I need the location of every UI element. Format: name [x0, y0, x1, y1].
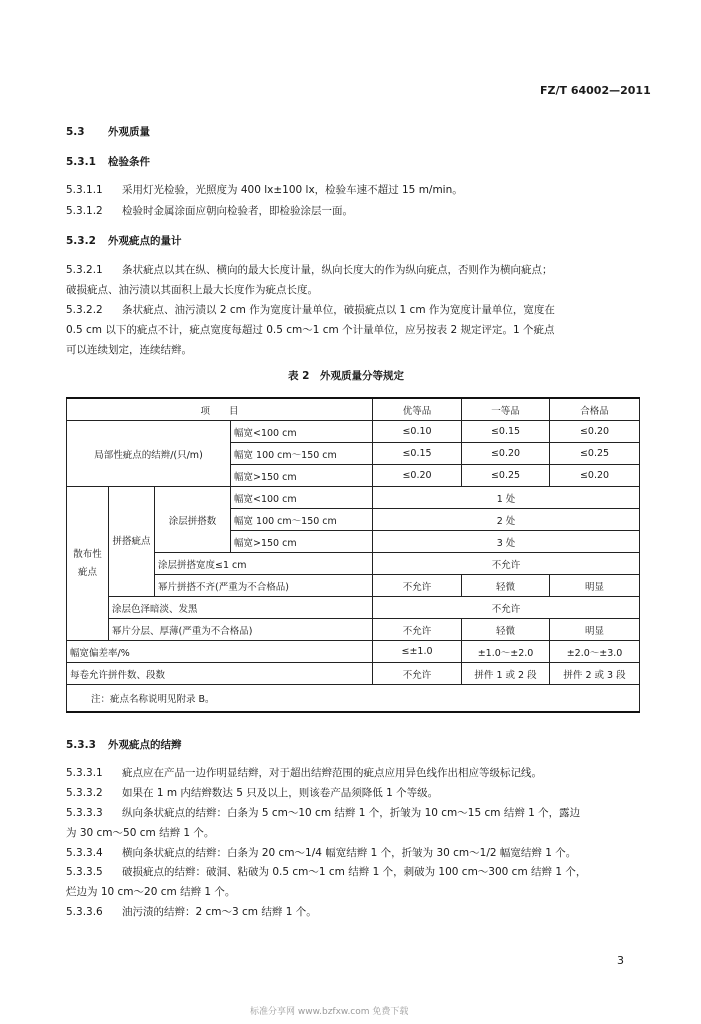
grade-cell: 拼件 1 或 2 段: [462, 663, 550, 685]
section-5-3-1: [66, 154, 150, 169]
grade-cell: 轻微: [462, 575, 550, 597]
grade-cell: 不允许: [373, 575, 462, 597]
clause-number: 5.3.1.2: [66, 205, 103, 217]
clause-number: 5.3.1.1: [66, 184, 103, 196]
layer-defect-label: 幂片分层、厚薄(严重为不合格品): [109, 619, 373, 641]
clause-5-3-2-1: [66, 260, 553, 280]
grade-cell: 轻微: [462, 619, 550, 641]
clause-number: 5.3.3.3: [66, 807, 103, 819]
clause-number: 5.3.3.5: [66, 866, 103, 878]
width-deviation-label: 幅宽偏差率/%: [67, 641, 373, 663]
grade-cell: ≤0.20: [373, 465, 462, 487]
grade-cell: ≤0.20: [550, 421, 640, 443]
grade-cell: 拼件 2 或 3 段: [550, 663, 640, 685]
seam-count-value: 2 处: [373, 509, 640, 531]
seam-count-label: 涂层拼搭数: [155, 487, 231, 553]
header-grade-3: 合格品: [550, 398, 640, 421]
seam-count-value: 3 处: [373, 531, 640, 553]
clause-5-3-3-1: [66, 763, 542, 783]
page-number: 3: [617, 954, 624, 967]
header-grade-1: 优等品: [373, 398, 462, 421]
misalign-label: 幂片拼搭不齐(严重为不合格品): [155, 575, 373, 597]
clause-5-3-3-3: [66, 803, 580, 823]
spread-defect-label: 散布性疵点: [67, 487, 109, 641]
clause-5-3-1-1: [66, 180, 463, 200]
header-item: 项 目: [67, 398, 373, 421]
clause-5-3-3-2: [66, 783, 438, 803]
color-defect-value: 不允许: [373, 597, 640, 619]
clause-5-3-3-5: [66, 862, 586, 882]
local-defect-label: 局部性疵点的结辫/(只/m): [67, 421, 231, 487]
seam-width-value: 不允许: [373, 553, 640, 575]
clause-5-3-1-2: [66, 201, 353, 221]
table-note-row: [67, 685, 640, 713]
grade-cell: ≤0.25: [550, 443, 640, 465]
clause-5-3-3-4: [66, 843, 576, 863]
table-row: [67, 619, 640, 641]
width-cell: 幅宽 100 cm～150 cm: [231, 509, 373, 531]
width-cell: 幅宽 100 cm～150 cm: [231, 443, 373, 465]
grade-cell: ≤±1.0: [373, 641, 462, 663]
section-title: 外观疵点的量计: [108, 235, 182, 247]
section-5-3-3: [66, 737, 182, 752]
color-defect-label: 涂层色泽暗淡、发黑: [109, 597, 373, 619]
width-cell: 幅宽<100 cm: [231, 421, 373, 443]
clause-number: 5.3.3.2: [66, 787, 103, 799]
table-row: [67, 487, 640, 509]
clause-number: 5.3.3.4: [66, 847, 103, 859]
grade-cell: ≤0.20: [550, 465, 640, 487]
table-note: 注：疵点名称说明见附录 B。: [67, 685, 640, 713]
grade-cell: ≤0.25: [462, 465, 550, 487]
section-title: 外观质量: [108, 126, 150, 138]
table-row: [67, 597, 640, 619]
clause-text: 破损疵点的结辫：破洞、粘破为 0.5 cm～1 cm 结辫 1 个，刺破为 100 cm～300 cm 结辫 1 个，: [122, 866, 587, 878]
grade-cell: ±2.0～±3.0: [550, 641, 640, 663]
section-number: 5.3.2: [66, 235, 96, 247]
clause-5-3-3-5-cont: 烂边为 10 cm～20 cm 结辫 1 个。: [66, 886, 236, 898]
grade-cell: ≤0.20: [462, 443, 550, 465]
grade-cell: 明显: [550, 619, 640, 641]
seam-defect-label: 拼搭疵点: [109, 487, 155, 597]
quality-grade-table: [66, 397, 640, 713]
grade-cell: ≤0.15: [373, 443, 462, 465]
section-5-3-2: [66, 233, 182, 248]
clause-5-3-2-2-cont: 0.5 cm 以下的疵点不计，疵点宽度每超过 0.5 cm～1 cm 个计量单位，应另按表 2 规定评定。1 个疵点: [66, 324, 555, 336]
clause-text: 横向条状疵点的结辫：白条为 20 cm～1/4 幅宽结辫 1 个，折皱为 30 cm～1/2 幅宽结辫 1 个。: [122, 847, 577, 859]
section-5-3: [66, 124, 150, 139]
width-cell: 幅宽<100 cm: [231, 487, 373, 509]
clause-text: 纵向条状疵点的结辫：白条为 5 cm～10 cm 结辫 1 个，折皱为 10 cm～15 cm 结辫 1 个，露边: [122, 807, 581, 819]
grade-cell: ≤0.15: [462, 421, 550, 443]
table-row: [67, 641, 640, 663]
table-header-row: [67, 398, 640, 421]
clause-text: 条状疵点、油污渍以 2 cm 作为宽度计量单位，破损疵点以 1 cm 作为宽度计量单位，宽度在: [122, 304, 555, 316]
width-cell: 幅宽>150 cm: [231, 531, 373, 553]
section-number: 5.3.3: [66, 739, 96, 751]
grade-cell: 明显: [550, 575, 640, 597]
grade-cell: 不允许: [373, 663, 462, 685]
clause-text: 疵点应在产品一边作明显结辫，对于超出结辫范围的疵点应用异色线作出相应等级标记线。: [122, 767, 542, 779]
clause-5-3-2-2-cont2: 可以连续划定，连续结辫。: [66, 344, 192, 356]
clause-text: 采用灯光检验，光照度为 400 lx±100 lx，检验车速不超过 15 m/min。: [122, 184, 463, 196]
section-title: 外观疵点的结辫: [108, 739, 182, 751]
clause-text: 如果在 1 m 内结辫数达 5 只及以上，则该卷产品须降低 1 个等级。: [122, 787, 439, 799]
clause-number: 5.3.2.2: [66, 304, 103, 316]
clause-5-3-2-2: [66, 300, 555, 320]
clause-number: 5.3.3.6: [66, 906, 103, 918]
grade-cell: 不允许: [373, 619, 462, 641]
clause-5-3-3-6: [66, 902, 317, 922]
table-row: [67, 663, 640, 685]
width-cell: 幅宽>150 cm: [231, 465, 373, 487]
grade-cell: ≤0.10: [373, 421, 462, 443]
standard-code: FZ/T 64002—2011: [540, 84, 651, 97]
header-grade-2: 一等品: [462, 398, 550, 421]
grade-cell: ±1.0～±2.0: [462, 641, 550, 663]
clause-5-3-2-1-cont: 破损疵点、油污渍以其面积上最大长度作为疵点长度。: [66, 284, 318, 296]
table-caption: 表 2 外观质量分等规定: [288, 370, 404, 382]
seam-count-value: 1 处: [373, 487, 640, 509]
clause-number: 5.3.2.1: [66, 264, 103, 276]
clause-text: 条状疵点以其在纵、横向的最大长度计量，纵向长度大的作为纵向疵点，否则作为横向疵点；: [122, 264, 553, 276]
watermark-footer: 标准分享网 www.bzfxw.com 免费下载: [250, 1007, 409, 1017]
clause-number: 5.3.3.1: [66, 767, 103, 779]
clause-text: 油污渍的结辫：2 cm～3 cm 结辫 1 个。: [122, 906, 317, 918]
section-number: 5.3: [66, 126, 85, 138]
clause-text: 检验时金属涂面应朝向检验者，即检验涂层一面。: [122, 205, 353, 217]
pieces-label: 每卷允许拼件数、段数: [67, 663, 373, 685]
seam-width-label: 涂层拼搭宽度≤1 cm: [155, 553, 373, 575]
section-number: 5.3.1: [66, 156, 96, 168]
section-title: 检验条件: [108, 156, 150, 168]
table-row: [67, 421, 640, 443]
clause-5-3-3-3-cont: 为 30 cm～50 cm 结辫 1 个。: [66, 827, 215, 839]
